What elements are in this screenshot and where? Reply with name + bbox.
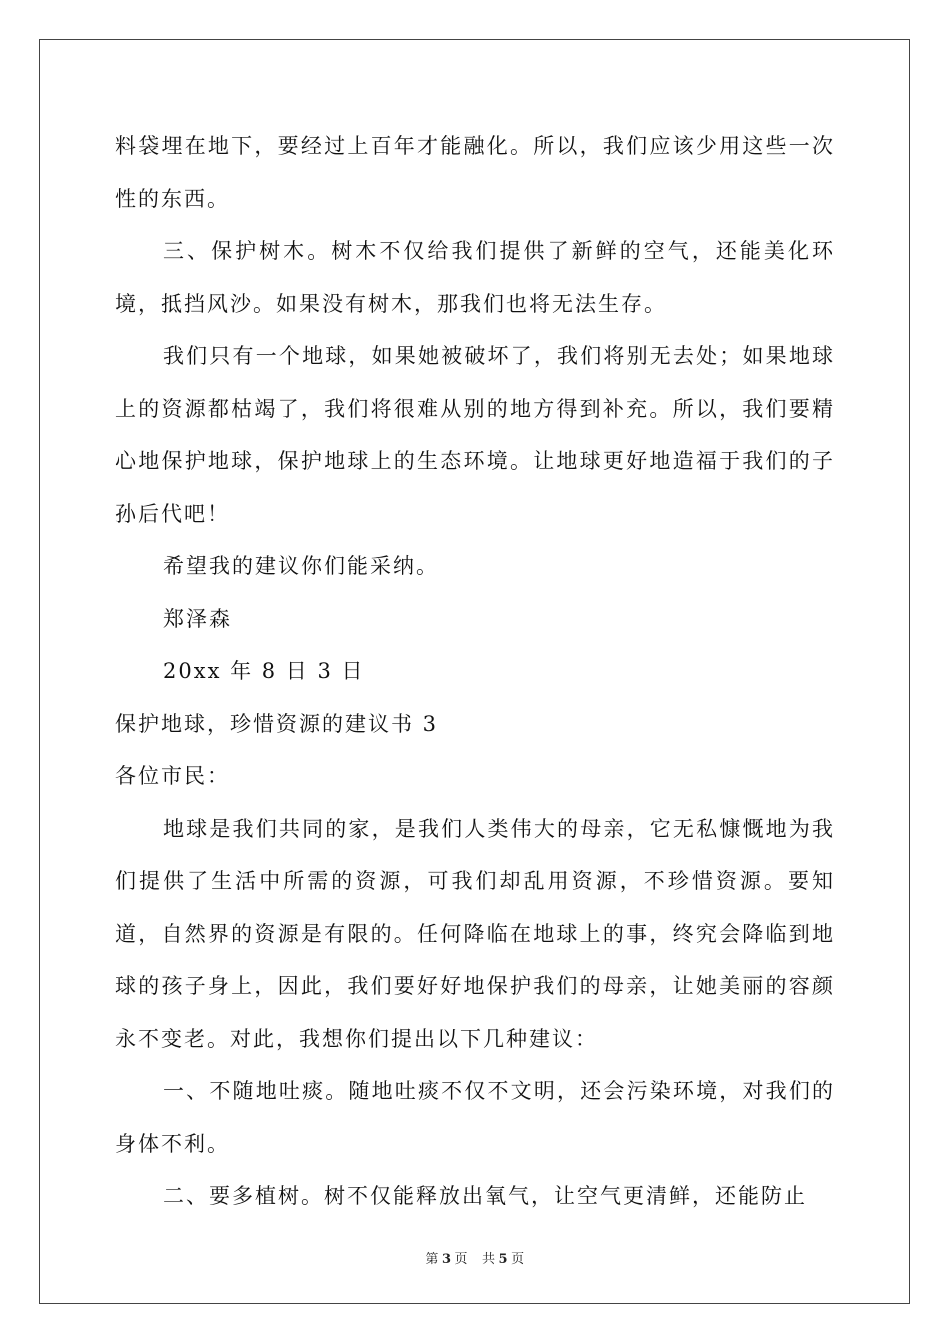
paragraph: 三、保护树木。树木不仅给我们提供了新鲜的空气，还能美化环境，抵挡风沙。如果没有树木，那我们也将无法生存。 <box>115 239 835 316</box>
page-suffix: 页 <box>454 1252 468 1267</box>
page-footer <box>0 1248 950 1267</box>
letter-date: 20xx 年 8 日 3 日 <box>163 659 365 683</box>
current-page-number: 3 <box>441 1252 452 1267</box>
page-prefix: 第 <box>425 1252 439 1267</box>
paragraph: 二、要多植树。树不仅能释放出氧气，让空气更清鲜，还能防止 <box>163 1184 807 1208</box>
paragraph: 料袋埋在地下，要经过上百年才能融化。所以，我们应该少用这些一次性的东西。 <box>115 134 835 211</box>
paragraph: 一、不随地吐痰。随地吐痰不仅不文明，还会污染环境，对我们的身体不利。 <box>115 1079 835 1156</box>
document-body <box>115 120 835 1223</box>
section-title: 保护地球，珍惜资源的建议书 3 <box>115 711 439 736</box>
paragraph: 我们只有一个地球，如果她被破坏了，我们将别无去处；如果地球上的资源都枯竭了，我们将很难从别的地方得到补充。所以，我们要精心地保护地球，保护地球上的生态环境。让地球更好地造福于我们的子孙后代吧！ <box>115 344 835 526</box>
salutation: 各位市民： <box>115 764 230 788</box>
closing-line: 希望我的建议你们能采纳。 <box>163 554 439 578</box>
total-page-count: 5 <box>498 1252 509 1267</box>
total-suffix: 页 <box>511 1252 525 1267</box>
paragraph: 地球是我们共同的家，是我们人类伟大的母亲，它无私慷慨地为我们提供了生活中所需的资源，可我们却乱用资源，不珍惜资源。要知道，自然界的资源是有限的。任何降临在地球上的事，终究会降临到地球的孩子身上，因此，我们要好好地保护我们的母亲，让她美丽的容颜永不变老。对此，我想你们提出以下几种建议： <box>115 816 835 1051</box>
author-signature: 郑泽森 <box>163 606 232 631</box>
total-prefix: 共 <box>482 1252 496 1267</box>
